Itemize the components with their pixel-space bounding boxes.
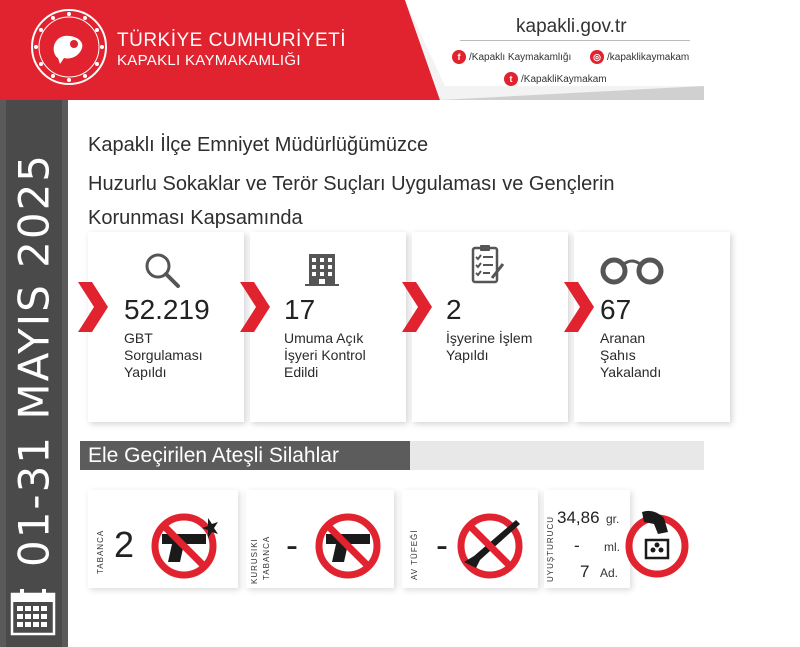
title-line-2: Huzurlu Sokaklar ve Terör Suçları Uygulaması ve Gençlerin [88,173,615,195]
stat-value: 2 [446,294,462,325]
stat-description: Umuma Açık İşyeri Kontrol Edildi [284,330,366,380]
drug-hand-icon [624,510,690,578]
twitter-icon: t [504,72,518,86]
checklist-icon [466,244,506,284]
weapon-label: TABANCA [262,535,271,580]
chevron-right-icon [402,282,432,332]
weapon-count: - [286,524,298,565]
building-icon [302,248,342,288]
stat-description: GBT Sorgulaması Yapıldı [124,330,203,380]
drug-value: 7 [580,562,590,581]
stat-value: 17 [284,294,316,325]
title-line-3: Korunması Kapsamında [88,207,303,229]
handcuffs-icon [600,254,664,286]
website-divider [460,40,690,41]
section-header-band-light [410,441,704,470]
drug-unit: gr. [606,512,620,526]
weapon-count: 2 [114,524,135,565]
gov-subtitle: KAPAKLI KAYMAKAMLIĞI [117,52,301,69]
website-link[interactable]: kapakli.gov.tr [516,16,627,37]
stat-value: 52.219 [124,294,210,325]
calendar-icon [10,588,56,636]
chevron-right-icon [78,282,108,332]
drug-unit: Ad. [600,566,619,580]
weapon-label: AV TÜFEĞİ [410,529,419,580]
social-instagram[interactable]: ◎ /kapaklikaymakam [590,50,689,64]
section-title: Ele Geçirilen Ateşli Silahlar [88,444,339,467]
weapon-label: KURUSIKI [250,538,259,584]
social-twitter[interactable]: t /KapakliKaymakam [504,72,607,86]
weapon-count: - [436,524,448,565]
date-range: 01-31 MAYIS 2025 [9,152,59,568]
shotgun-icon [456,512,524,580]
search-icon [142,250,182,290]
drug-value: - [574,536,580,555]
stat-value: 67 [600,294,632,325]
instagram-icon: ◎ [590,50,604,64]
facebook-icon: f [452,50,466,64]
chevron-right-icon [240,282,270,332]
pistol-icon [150,512,218,580]
drug-label: UYUŞTURUCU [546,516,555,582]
title-line-1: Kapaklı İlçe Emniyet Müdürlüğümüzce [88,134,429,156]
stat-description: İşyerine İşlem Yapıldı [446,330,533,363]
stat-description: Aranan Şahıs Yakalandı [600,330,662,380]
chevron-right-icon [564,282,594,332]
drug-value: 34,86 [557,508,600,527]
weapon-label: TABANCA [96,529,105,574]
social-facebook[interactable]: f /Kapaklı Kaymakamlığı [452,50,571,64]
emblem-logo-icon [30,8,108,86]
drug-unit: ml. [604,540,620,554]
gov-title: TÜRKİYE CUMHURİYETİ [117,30,347,51]
blank-pistol-icon [314,512,382,580]
